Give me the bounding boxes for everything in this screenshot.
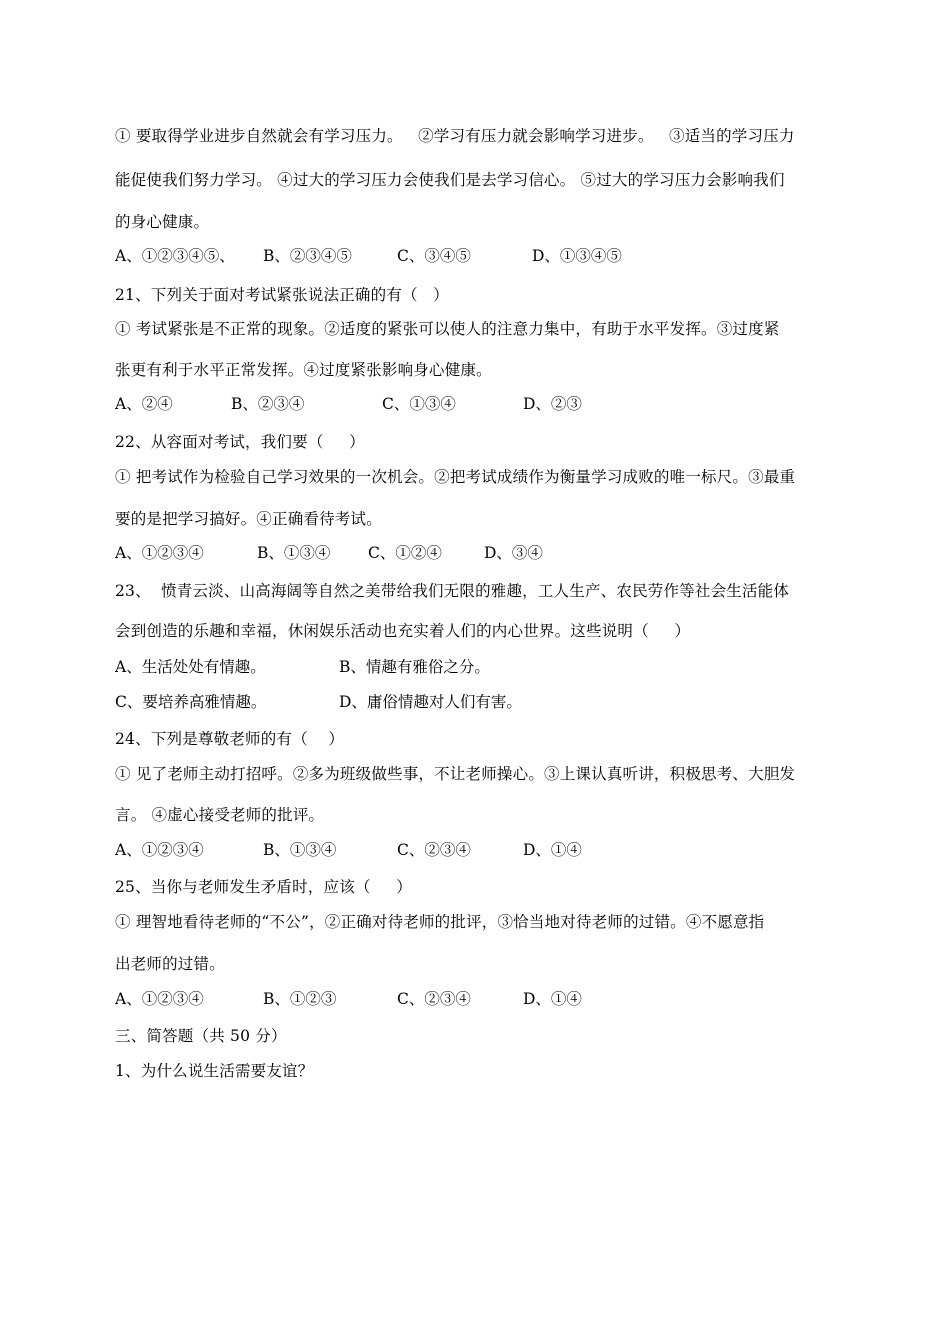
q25-options-choice-1: A、①②③④: [115, 990, 204, 1008]
q22-options-choice-3: C、①②④: [368, 544, 442, 562]
q23-options-row2-choice-1: C、要培养高雅情趣。: [115, 693, 267, 711]
q21-options-choice-3: C、①③④: [382, 395, 456, 413]
q25-options-choice-2: B、①②③: [263, 990, 337, 1008]
q23-title: 23、 愤青云淡、山高海阔等自然之美带给我们无限的雅趣，工人生产、农民劳作等社会生活能体: [115, 582, 790, 600]
q21-stmt-1: ① 考试紧张是不正常的现象。②适度的紧张可以使人的注意力集中，有助于水平发挥。③过度紧: [115, 320, 780, 338]
q21-options-choice-4: D、②③: [523, 395, 582, 413]
q24-stmt-1: ① 见了老师主动打招呼。②多为班级做些事，不让老师操心。③上课认真听讲，积极思考、大胆发: [115, 765, 796, 783]
section-3-title: 三、简答题（共 50 分）: [115, 1027, 287, 1045]
q20-options-choice-3: C、③④⑤: [397, 247, 471, 265]
q25-stmt-1: ① 理智地看待老师的“不公”，②正确对待老师的批评，③恰当地对待老师的过错。④不愿意指: [115, 913, 765, 931]
q22-options-choice-1: A、①②③④: [115, 544, 204, 562]
q21-options-choice-2: B、②③④: [231, 395, 305, 413]
q25-options-choice-3: C、②③④: [397, 990, 471, 1008]
q24-options-choice-3: C、②③④: [397, 841, 471, 859]
q25-options-choice-4: D、①④: [523, 990, 582, 1008]
q25-stmt-2: 出老师的过错。: [115, 955, 225, 973]
q21-title: 21、下列关于面对考试紧张说法正确的有（ ）: [115, 286, 449, 304]
q20-options-choice-1: A、①②③④⑤、: [115, 247, 235, 265]
q20-stmt-2: 能促使我们努力学习。 ④过大的学习压力会使我们是去学习信心。 ⑤过大的学习压力会影响我们: [115, 171, 785, 189]
q23-options-row1-choice-2: B、情趣有雅俗之分。: [339, 658, 490, 676]
q21-options-choice-1: A、②④: [115, 395, 173, 413]
q24-options-choice-2: B、①③④: [263, 841, 337, 859]
q22-stmt-1: ① 把考试作为检验自己学习效果的一次机会。②把考试成绩作为衡量学习成败的唯一标尺。③最重: [115, 468, 796, 486]
q25-title: 25、当你与老师发生矛盾时，应该（ ）: [115, 878, 412, 896]
q21-stmt-2: 张更有利于水平正常发挥。④过度紧张影响身心健康。: [115, 361, 492, 379]
q24-options-choice-1: A、①②③④: [115, 841, 204, 859]
q20-options-choice-4: D、①③④⑤: [532, 247, 622, 265]
q23-options-row2-choice-2: D、庸俗情趣对人们有害。: [339, 693, 522, 711]
q23-stmt-1: 会到创造的乐趣和幸福，休闲娱乐活动也充实着人们的内心世界。这些说明（ ）: [115, 622, 691, 640]
q22-stmt-2: 要的是把学习搞好。④正确看待考试。: [115, 510, 382, 528]
q20-stmt-3: 的身心健康。: [115, 213, 210, 231]
q22-title: 22、从容面对考试，我们要（ ）: [115, 433, 365, 451]
q24-title: 24、下列是尊敬老师的有（ ）: [115, 730, 345, 748]
q24-options-choice-4: D、①④: [523, 841, 582, 859]
q20-stmt-1: ① 要取得学业进步自然就会有学习压力。 ②学习有压力就会影响学习进步。 ③适当的学习压力: [115, 127, 795, 145]
q20-options-choice-2: B、②③④⑤: [263, 247, 352, 265]
short-q1: 1、为什么说生活需要友谊？: [115, 1062, 314, 1080]
q22-options-choice-2: B、①③④: [257, 544, 331, 562]
q23-options-row1-choice-1: A、生活处处有情趣。: [115, 658, 266, 676]
q22-options-choice-4: D、③④: [484, 544, 543, 562]
q24-stmt-2: 言。 ④虚心接受老师的批评。: [115, 806, 325, 824]
